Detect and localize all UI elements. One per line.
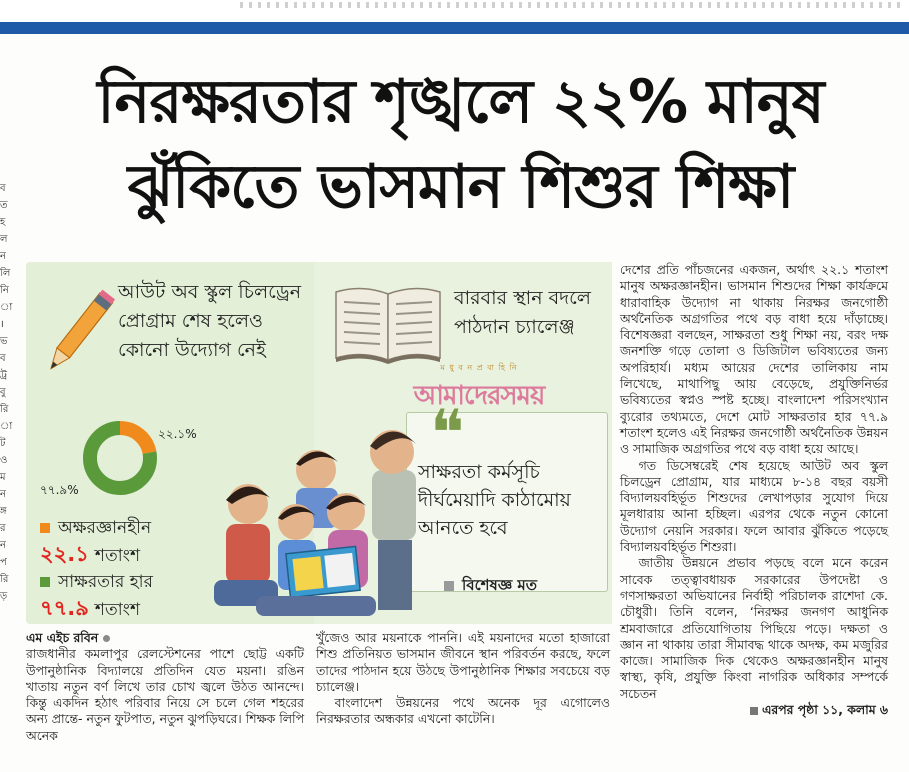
- lead-text-challenge: বারবার স্থান বদলে পাঠদান চ্যালেঞ্জ: [454, 287, 591, 338]
- legend-unit-illiterate: শতাংশ: [94, 546, 141, 566]
- continued-text: এরপর পৃষ্ঠা ১১, কলাম ৬: [761, 702, 888, 718]
- edge-char: র: [0, 523, 6, 534]
- edge-char: রি: [0, 574, 9, 585]
- article-paragraph: খুঁজেও আর ময়নাকে পাননি। এই ময়নাদের মতো হাজারো শিশু প্রতিনিয়ত ভাসমান জীবনে স্থান পরিবর্তন করছে, ফলে তাদের পাঠদান হয়ে উঠছে উপানুষ্ঠানিক শিক্ষার সবচেয়ে বড় চ্যালেঞ্জ।: [316, 630, 610, 694]
- watermark-small-text: ম ধু ব ন প্র বা হি নি: [440, 363, 518, 372]
- lead-text-program: আউট অব স্কুল চিলড্রেন প্রোগ্রাম শেষ হলেও কোনো উদ্যোগ নেই: [118, 281, 302, 361]
- article-paragraph: জাতীয় উন্নয়নে প্রভাব পড়ছে বলে মনে করেন সাবেক তত্ত্বাবধায়ক সরকারের উপদেষ্টা ও গণসাক্ষরতা অভিযানের নির্বাহী পরিচালক রাশেদা কে. চৌধুরী। তিনি বলেন, ‘নিরক্ষর জনগণ আধুনিক শ্রমবাজারে প্রতিযোগিতায় পিছিয়ে পড়ে। দক্ষতা ও জ্ঞান না থাকায় তারা সীমাবদ্ধ থাকে অদক্ষ, কম মজুরির কাজে। সামাজিক দিক থেকেও অক্ষরজ্ঞানহীন মানুষ স্বাস্থ্য, কৃষি, প্রযুক্তি কিংবা নাগরিক অধিকার সম্পর্কে সচেতন: [620, 555, 888, 701]
- headline-line-2: ঝুঁকিতে ভাসমান শিশুর শিক্ষা: [127, 152, 794, 222]
- edge-char: ট: [0, 438, 6, 449]
- edge-char: ব: [0, 353, 6, 364]
- edge-char: ন: [0, 540, 6, 551]
- children-reading-illustration: [196, 400, 446, 624]
- edge-char: ত: [0, 200, 8, 211]
- article-paragraph: গত ডিসেম্বরেই শেষ হয়েছে আউট অব স্কুল চিলড্রেন প্রোগ্রাম, যার মাধ্যমে ৮-১৪ বছর বয়সী বিদ্যালয়বহির্ভূত শিশুদের লেখাপড়ার সুযোগ দিয়ে মূলধারায় আনা হচ্ছিল। এরপর থেকে নতুন কোনো উদ্যোগ নেয়নি সরকার। ফলে আবার ঝুঁকিতে পড়েছে বিদ্যালয়বহির্ভূত শিশুরা।: [620, 457, 888, 555]
- donut-label-illiterate: ২২.১%: [158, 427, 197, 441]
- edge-char: ব: [0, 183, 6, 194]
- edge-char: ড়: [0, 591, 8, 602]
- edge-char: ল: [0, 234, 8, 245]
- continued-note: [620, 702, 888, 718]
- edge-char: ও: [0, 455, 8, 466]
- edge-char: া: [0, 302, 13, 313]
- continued-square-icon: [750, 707, 758, 715]
- edge-char: হ: [0, 217, 6, 228]
- expert-quote-text: সাক্ষরতা কর্মসূচি দীর্ঘমেয়াদি কাঠামোয় আনতে হবে: [418, 461, 571, 539]
- literacy-donut-chart: [80, 418, 160, 498]
- edge-char: ভ: [0, 336, 8, 347]
- byline-dot: [103, 635, 110, 642]
- edge-char: ।: [0, 319, 4, 330]
- legend-label-literate: সাক্ষরতার হার: [58, 572, 153, 592]
- edge-char: বু: [0, 387, 6, 398]
- edge-char: া: [0, 421, 13, 432]
- watermark-big-text: আমাদেরসময়: [413, 381, 545, 411]
- open-book-icon: [332, 282, 444, 364]
- masthead-rule: [0, 22, 909, 34]
- infographic: [26, 262, 612, 624]
- headline: [12, 60, 909, 230]
- edge-char: প: [0, 557, 7, 568]
- quote-source: [444, 574, 537, 599]
- article-column-1: [26, 630, 304, 744]
- top-strip: [0, 0, 909, 22]
- article-column-2: [316, 630, 610, 728]
- legend-value-illiterate: ২২.১: [40, 542, 89, 566]
- legend-swatch-orange: [40, 523, 50, 533]
- edge-char: ম: [0, 472, 6, 483]
- article-paragraph: বাংলাদেশ উন্নয়নের পথে অনেক দূর এগোলেও নিরক্ষরতার অন্ধকার এখনো কাটেনি।: [316, 695, 610, 727]
- article-paragraph: দেশের প্রতি পাঁচজনের একজন, অর্থাৎ ২২.১ শতাংশ মানুষ অক্ষরজ্ঞানহীন। ভাসমান শিশুদের শিক্ষা কার্যক্রমে ধারাবাহিক উদ্যোগ না থাকায় নিরক্ষর জনগোষ্ঠী অর্থনৈতিক অগ্রগতির পথে বড় বাধা হয়ে দাঁড়াচ্ছে। বিশেষজ্ঞরা বলছেন, সাক্ষরতা শুধু শিক্ষা নয়, বরং দক্ষ জনশক্তি গড়ে তোলা ও ডিজিটাল ভবিষ্যতের জন্য অপরিহার্য। মধ্যম আয়ের দেশের তালিকায় নাম লিখেছে, মাথাপিছু আয় বেড়েছে, প্রযুক্তিনির্ভর ভবিষ্যতের স্বপ্নও স্পষ্ট হচ্ছে। বাংলাদেশ পরিসংখ্যান ব্যুরোর তথ্যমতে, দেশে মোট সাক্ষরতার হার ৭৭.৯ শতাংশ হলেও এই নিরক্ষর জনগোষ্ঠী অর্থনৈতিক উন্নয়ন ও সামাজিক অগ্রগতির পথে বড় বাধা হয়ে আছে।: [620, 262, 888, 457]
- legend-label-illiterate: অক্ষরজ্ঞানহীন: [58, 518, 152, 538]
- legend-unit-literate: শতাংশ: [94, 600, 141, 620]
- article-column-3: [620, 262, 888, 718]
- edge-char: ন: [0, 489, 6, 500]
- byline: [26, 630, 304, 646]
- edge-char: রি: [0, 404, 9, 415]
- headline-line-1: নিরক্ষরতার শৃঙ্খলে ২২% মানুষ: [97, 67, 824, 137]
- edge-char: ন: [0, 251, 6, 262]
- legend-swatch-green: [40, 577, 50, 587]
- byline-name: এম এইচ রবিন: [26, 630, 99, 645]
- quote-mark-icon: ❝: [430, 397, 465, 471]
- legend-value-literate: ৭৭.৯: [40, 596, 89, 620]
- edge-char: নি: [0, 285, 9, 296]
- adjacent-column-edge: [0, 180, 13, 770]
- article-paragraph: রাজধানীর কমলাপুর রেলস্টেশনের পাশে ছোট্ট একটি উপানুষ্ঠানিক বিদ্যালয়ে প্রতিদিন যেত ময়না। রঙিন খাতায় নতুন বর্ণ লিখে তার চোখ জ্বলে উঠত আনন্দে। কিন্তু একদিন হঠাৎ পরিবার নিয়ে সে চলে গেল শহরের অন্য প্রান্তে- নতুন ফুটপাত, নতুন ঝুপড়িঘরে। শিক্ষক লিপি অনেক: [26, 646, 304, 743]
- edge-char: ট্র: [0, 370, 8, 381]
- quote-source-label: বিশেষজ্ঞ মত: [462, 576, 537, 594]
- previous-page-remnant: [240, 2, 900, 8]
- edge-char: ঙ্গ: [0, 506, 7, 517]
- edge-char: লি: [0, 268, 11, 279]
- donut-label-literate: ৭৭.৯%: [40, 483, 79, 497]
- pencil-icon: [40, 284, 116, 384]
